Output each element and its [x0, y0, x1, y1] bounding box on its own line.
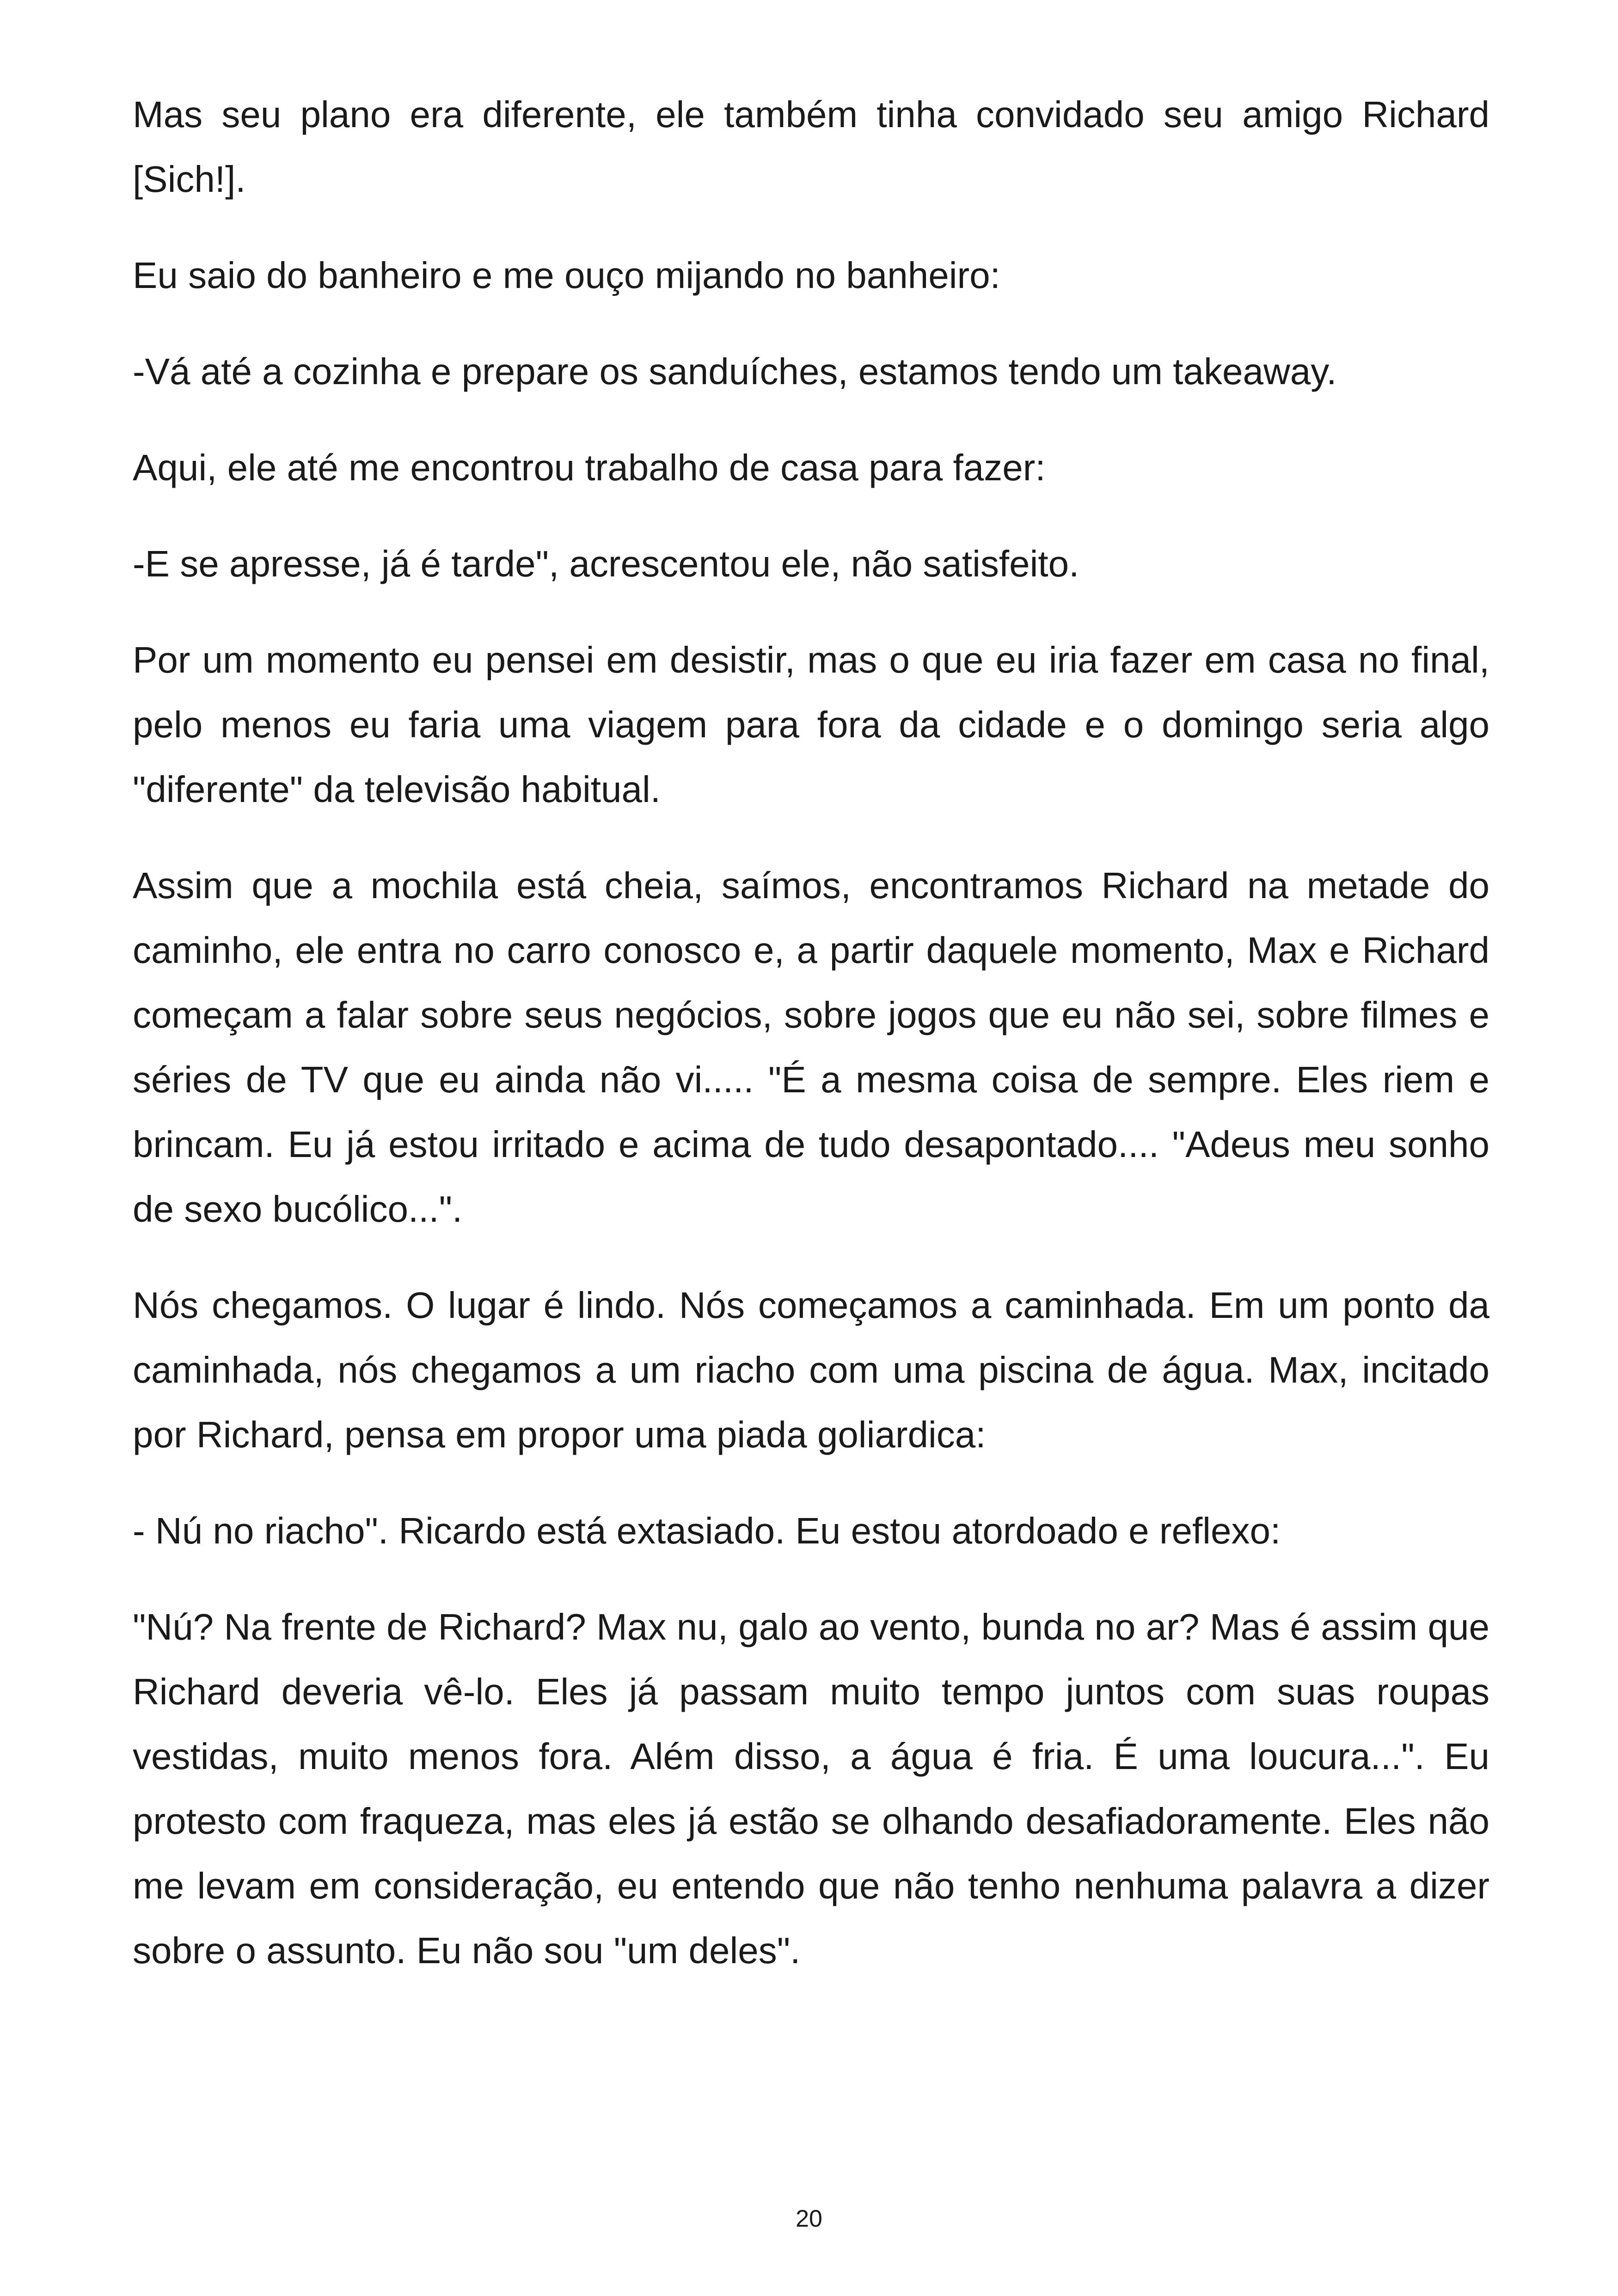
- paragraph: Por um momento eu pensei em desistir, mas o que eu iria fazer em casa no final, pelo menos eu faria uma viagem para fora da cidade e o domingo seria algo "diferente" da televisão habitual.: [133, 639, 1489, 810]
- paragraph: Mas seu plano era diferente, ele também tinha convidado seu amigo Richard [Sich!].: [133, 94, 1489, 200]
- paragraph: -E se apresse, já é tarde", acrescentou ele, não satisfeito.: [133, 543, 1079, 584]
- paragraph: - Nú no riacho". Ricardo está extasiado. Eu estou atordoado e reflexo:: [133, 1510, 1281, 1551]
- paragraph: -Vá até a cozinha e prepare os sanduíches, estamos tendo um takeaway.: [133, 351, 1337, 392]
- body-text: [133, 82, 1489, 2014]
- page-number: 20: [796, 2205, 822, 2232]
- paragraph: Nós chegamos. O lugar é lindo. Nós começamos a caminhada. Em um ponto da caminhada, nós chegamos a um riacho com uma piscina de água. Max, incitado por Richard, pensa em propor uma piada goliardica:: [133, 1285, 1489, 1455]
- paragraph: "Nú? Na frente de Richard? Max nu, galo ao vento, bunda no ar? Mas é assim que Richard deveria vê-lo. Eles já passam muito tempo juntos com suas roupas vestidas, muito menos fora. Além disso, a água é fria. É uma loucura...". Eu protesto com fraqueza, mas eles já estão se olhando desafiadoramente. Eles não me levam em consideração, eu entendo que não tenho nenhuma palavra a dizer sobre o assunto. Eu não sou "um deles".: [133, 1606, 1489, 1971]
- paragraph: Aqui, ele até me encontrou trabalho de casa para fazer:: [133, 447, 1046, 488]
- paragraph: Eu saio do banheiro e me ouço mijando no banheiro:: [133, 255, 1000, 296]
- paragraph: Assim que a mochila está cheia, saímos, encontramos Richard na metade do caminho, ele entra no carro conosco e, a partir daquele momento, Max e Richard começam a falar sobre seus negócios, sobre jogos que eu não sei, sobre filmes e séries de TV que eu ainda não vi..... "É a mesma coisa de sempre. Eles riem e brincam. Eu já estou irritado e acima de tudo desapontado.... "Adeus meu sonho de sexo bucólico...".: [133, 865, 1489, 1230]
